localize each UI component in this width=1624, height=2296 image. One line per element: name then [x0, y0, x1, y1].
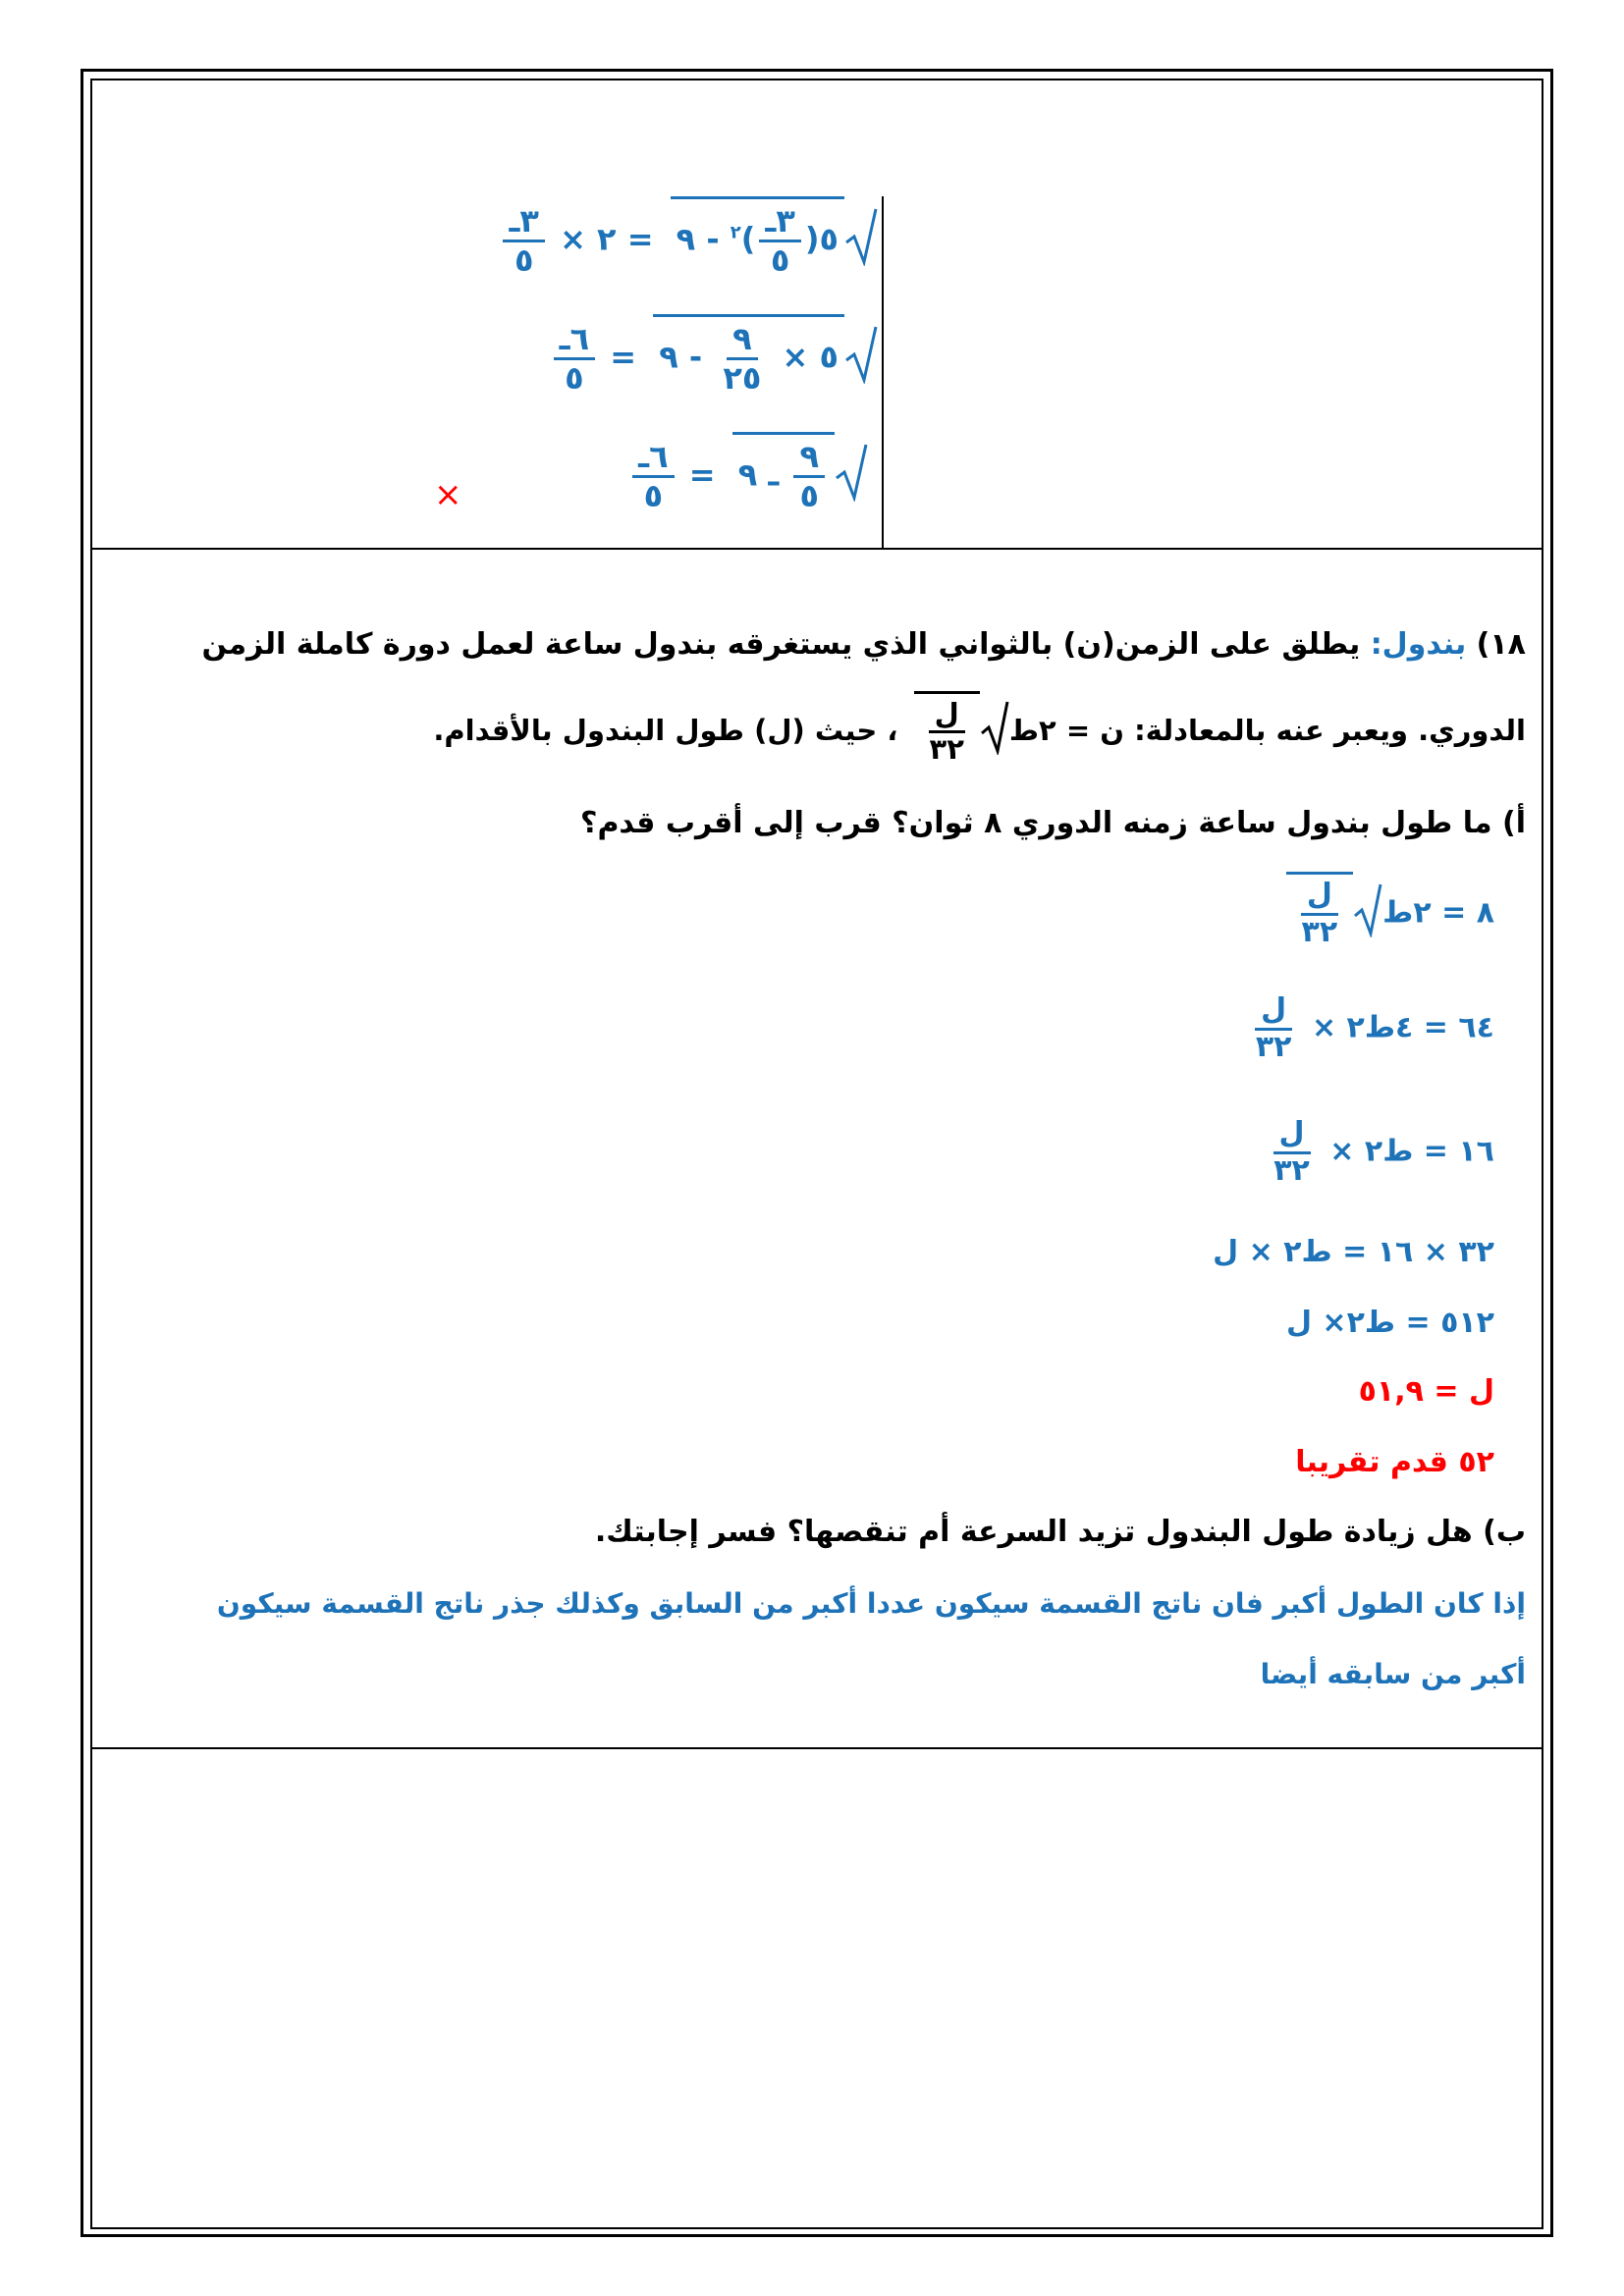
- calc-line-2: ٥ × $\frac{٩}{٢٥}$ - ٩ = $\frac{\text{٦ـ}}{٥}$: [550, 314, 878, 397]
- divider-top: [90, 548, 1542, 550]
- column-divider: [882, 196, 884, 550]
- divider-bottom: [90, 1747, 1542, 1749]
- step-3: ١٦ = ط٢ × $\frac{\text{ل}}{٣٢}$: [1273, 1116, 1494, 1188]
- question-18-line-1: ١٨) بندول: يطلق على الزمن(ن) بالثواني الذي يستغرقه بندول ساعة لعمل دورة كاملة الزمن: [201, 627, 1526, 662]
- calc-line-3: $\frac{٩}{٥}$ ـ ٩ = $\frac{\text{٦ـ}}{٥}$: [628, 432, 868, 514]
- wrong-mark-icon: ×: [434, 475, 462, 514]
- step-6: ل = ٥١,٩: [1358, 1374, 1494, 1409]
- step-7: ٥٢ قدم تقريبا: [1295, 1445, 1494, 1479]
- step-2: ٦٤ = ٤ط٢ × $\frac{\text{ل}}{٣٢}$: [1255, 992, 1494, 1064]
- answer-b-line-1: إذا كان الطول أكبر فان ناتج القسمة سيكون عددا أكبر من السابق وكذلك جذر ناتج القسمة سيكون: [216, 1587, 1526, 1620]
- step-5: ٥١٢ = ط٢× ل: [1285, 1306, 1494, 1340]
- question-18-part-a: أ) ما طول بندول ساعة زمنه الدوري ٨ ثوان؟ قرب إلى أقرب قدم؟: [580, 806, 1526, 840]
- question-18-line-2: الدوري. ويعبر عنه بالمعادلة: ن = ٢ط $\frac{\text{ل}}{٣٢}$ ، حيث (ل) طول البندول بالأقدام.: [433, 691, 1526, 767]
- calc-line-1: ٥( $\frac{\text{٣ـ}}{٥}$ )$^٢$ - ٩ = ٢ × $\frac{\text{٣ـ}}{٥}$: [499, 196, 878, 279]
- step-1: ٨ = ٢ط $\frac{\text{ل}}{٣٢}$: [1280, 872, 1494, 949]
- question-18-part-b: ب) هل زيادة طول البندول تزيد السرعة أم تنقصها؟ فسر إجابتك.: [594, 1515, 1526, 1549]
- answer-b-line-2: أكبر من سابقه أيضا: [1260, 1658, 1526, 1690]
- step-4: ٣٢ × ١٦ = ط٢ × ل: [1213, 1235, 1494, 1269]
